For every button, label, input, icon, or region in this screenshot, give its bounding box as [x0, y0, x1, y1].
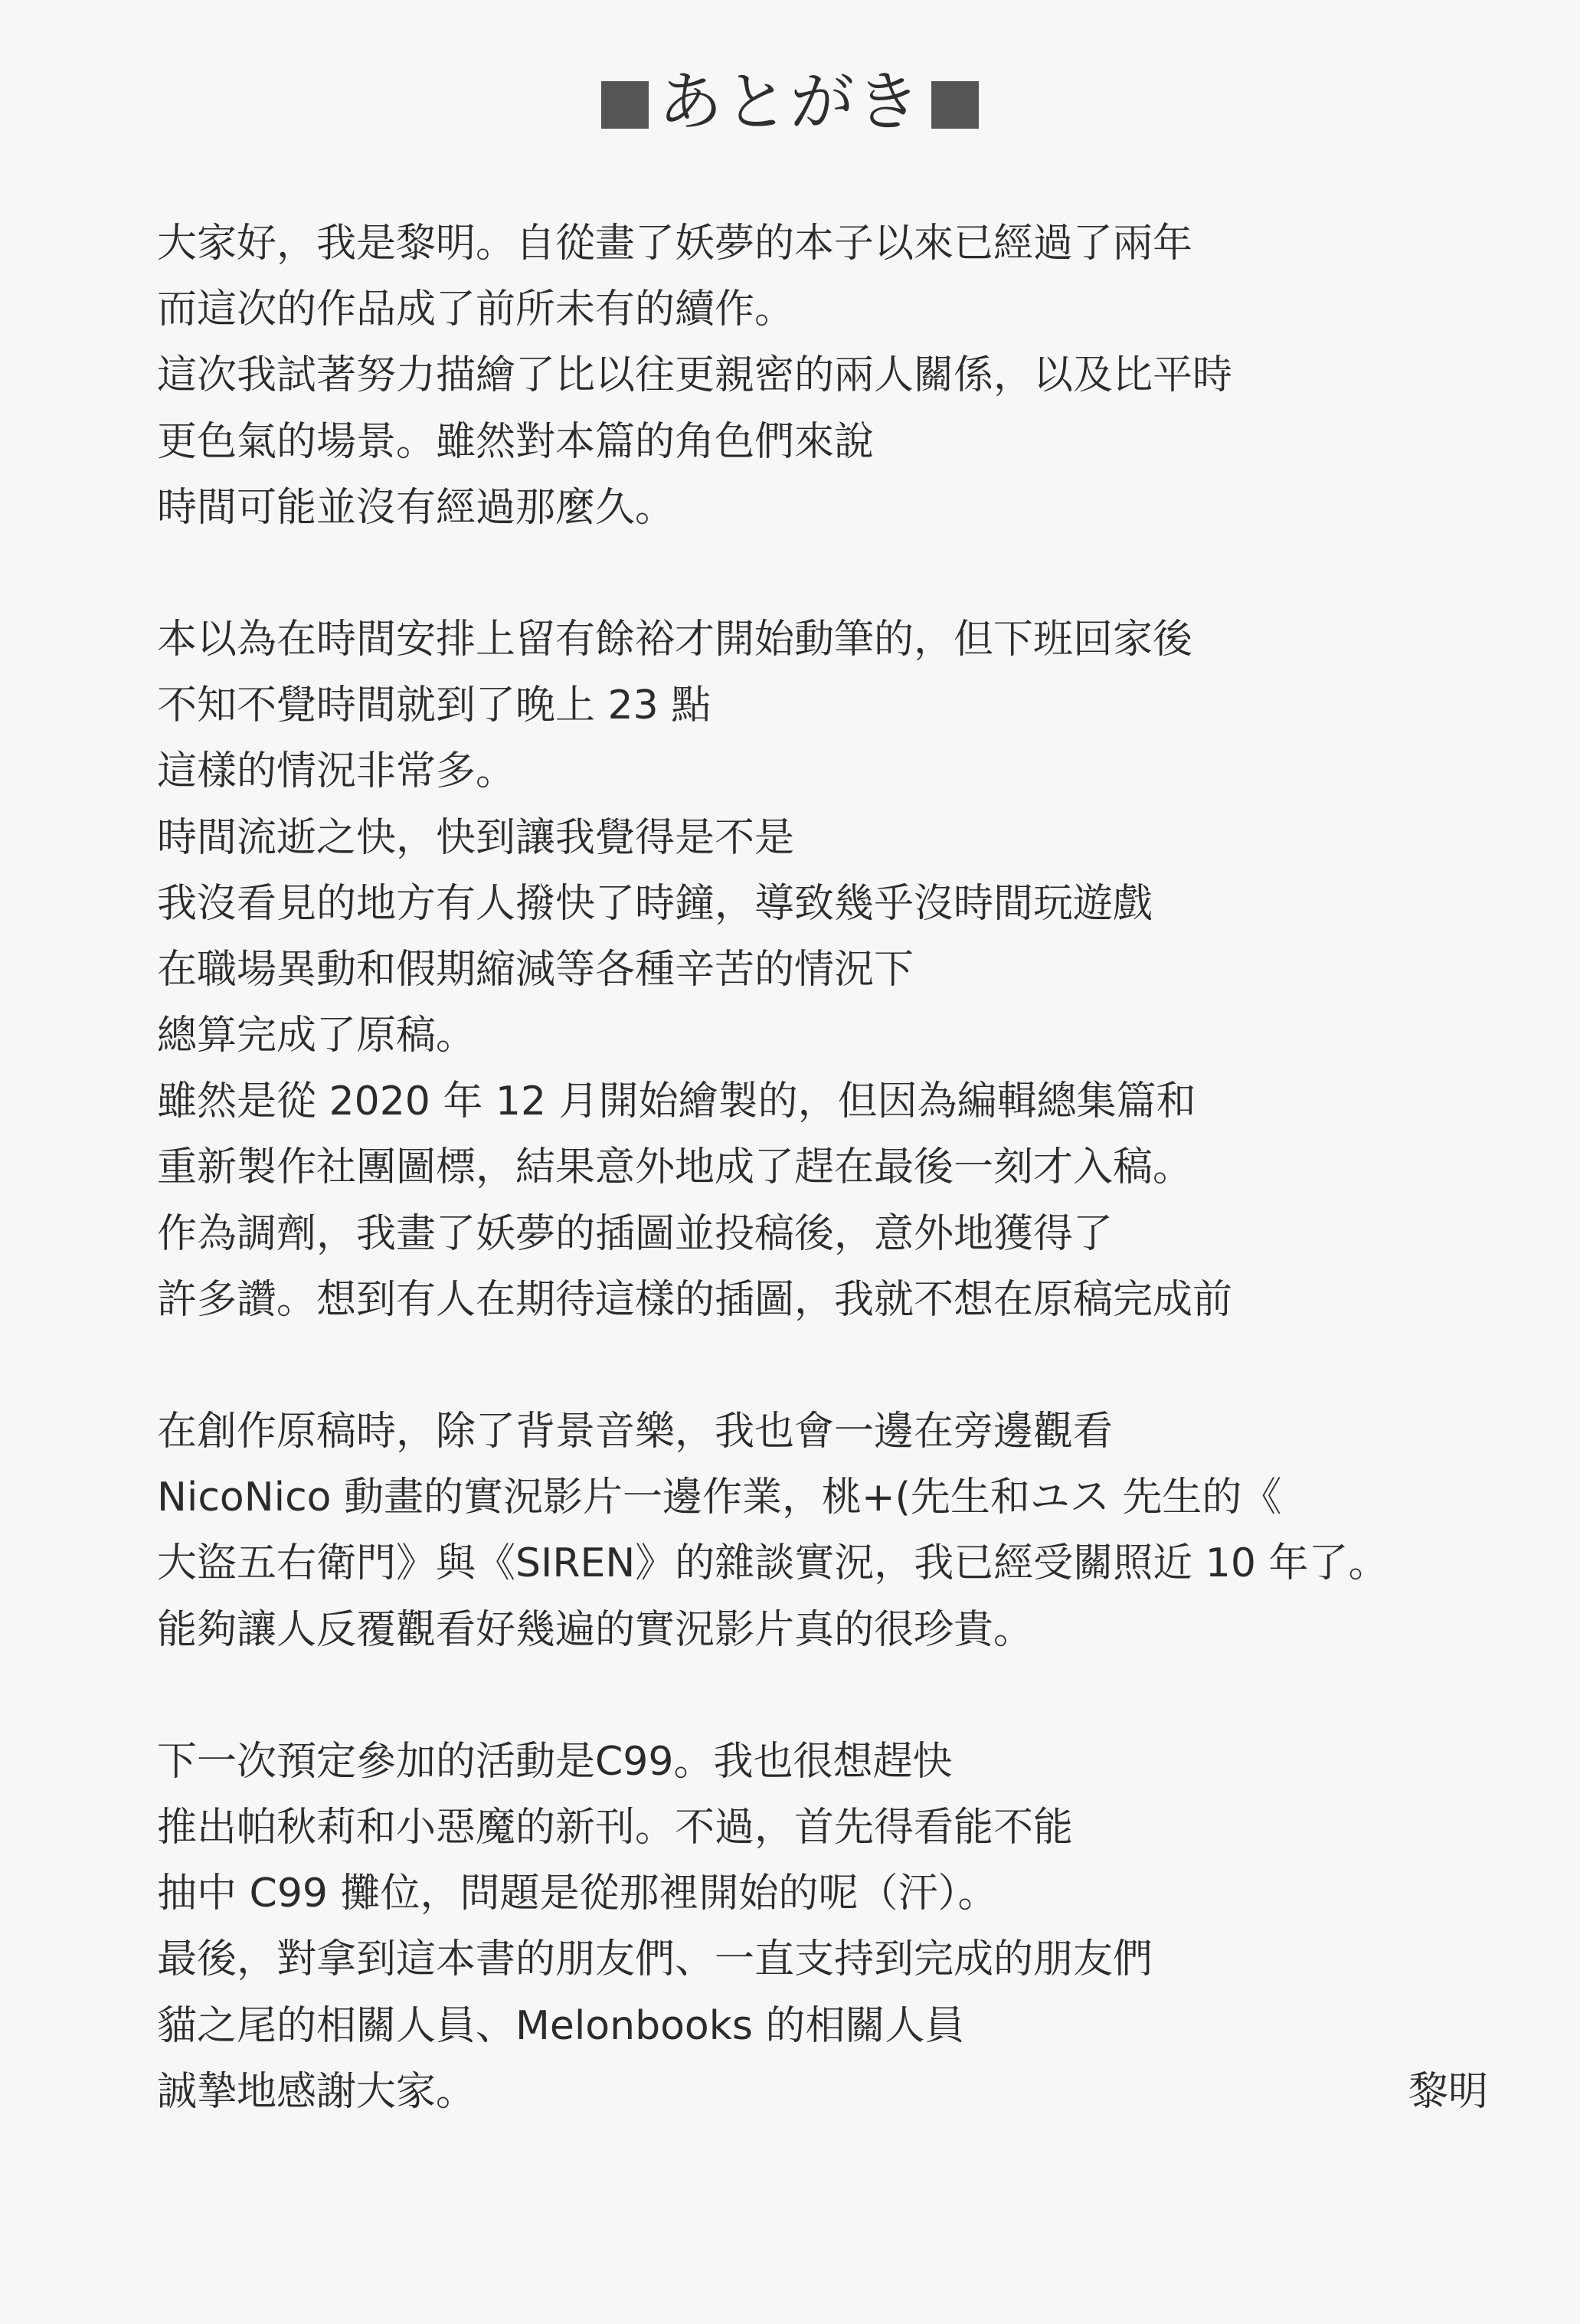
text-line: 作為調劑，我畫了妖夢的插圖並投稿後，意外地獲得了: [157, 1210, 1114, 1257]
text-line: 大盜五右衛門》與《SIREN》的雜談實況，我已經受關照近 10 年了。: [157, 1540, 1389, 1587]
text-line: 推出帕秋莉和小惡魔的新刊。不過，首先得看能不能: [157, 1804, 1074, 1851]
text-line: 這樣的情況非常多。: [157, 748, 516, 795]
text-line: 下一次預定參加的活動是C99。我也很想趕快: [157, 1738, 953, 1785]
text-line: 許多讚。想到有人在期待這樣的插圖，我就不想在原稿完成前: [157, 1276, 1233, 1323]
text-line: 時間流逝之快，快到讓我覺得是不是: [157, 814, 795, 861]
paragraph-1: [157, 211, 1474, 541]
text-line: 時間可能並沒有經過那麼久。: [157, 484, 676, 531]
text-line: 這次我試著努力描繪了比以往更親密的兩人關係，以及比平時: [157, 352, 1233, 399]
text-line: 誠摯地感謝大家。: [157, 2068, 476, 2115]
text-line: 貓之尾的相關人員、Melonbooks 的相關人員: [157, 2002, 965, 2049]
text-line: 能夠讓人反覆觀看好幾遍的實況影片真的很珍貴。: [157, 1606, 1034, 1653]
page-title: [0, 60, 1580, 144]
text-line: 而這次的作品成了前所未有的續作。: [157, 286, 795, 333]
text-line: 抽中 C99 攤位，問題是從那裡開始的呢（汗）。: [157, 1871, 998, 1917]
text-line: NicoNico 動畫的實況影片一邊作業，桃+(先生和ユス 先生的《: [157, 1475, 1282, 1521]
text-line: 大家好，我是黎明。自從畫了妖夢的本子以來已經過了兩年: [157, 221, 1193, 267]
author-signature: 黎明: [1408, 2069, 1488, 2115]
text-line: 在職場異動和假期縮減等各種辛苦的情況下: [157, 946, 914, 993]
title-text: あとがき: [658, 64, 922, 139]
text-line: 不知不覺時間就到了晚上 23 點: [157, 682, 711, 729]
paragraph-2: [157, 607, 1474, 1333]
text-line: 總算完成了原稿。: [157, 1013, 476, 1059]
square-bullet-icon: [601, 81, 649, 129]
text-line: 雖然是從 2020 年 12 月開始繪製的，但因為編輯總集篇和: [157, 1079, 1196, 1125]
text-line: 我沒看見的地方有人撥快了時鐘，導致幾乎沒時間玩遊戲: [157, 880, 1153, 927]
text-line: 在創作原稿時，除了背景音樂，我也會一邊在旁邊觀看: [157, 1409, 1114, 1455]
text-line: 更色氣的場景。雖然對本篇的角色們來說: [157, 418, 875, 465]
paragraph-3: [157, 1399, 1474, 1663]
square-bullet-icon: [931, 81, 979, 129]
text-line: 最後，對拿到這本書的朋友們、一直支持到完成的朋友們: [157, 1936, 1153, 1983]
text-line: 重新製作社團圖標，結果意外地成了趕在最後一刻才入稿。: [157, 1144, 1193, 1191]
paragraph-4: [157, 1729, 1474, 2125]
afterword-body: [157, 211, 1474, 2125]
text-line: 本以為在時間安排上留有餘裕才開始動筆的，但下班回家後: [157, 616, 1193, 663]
